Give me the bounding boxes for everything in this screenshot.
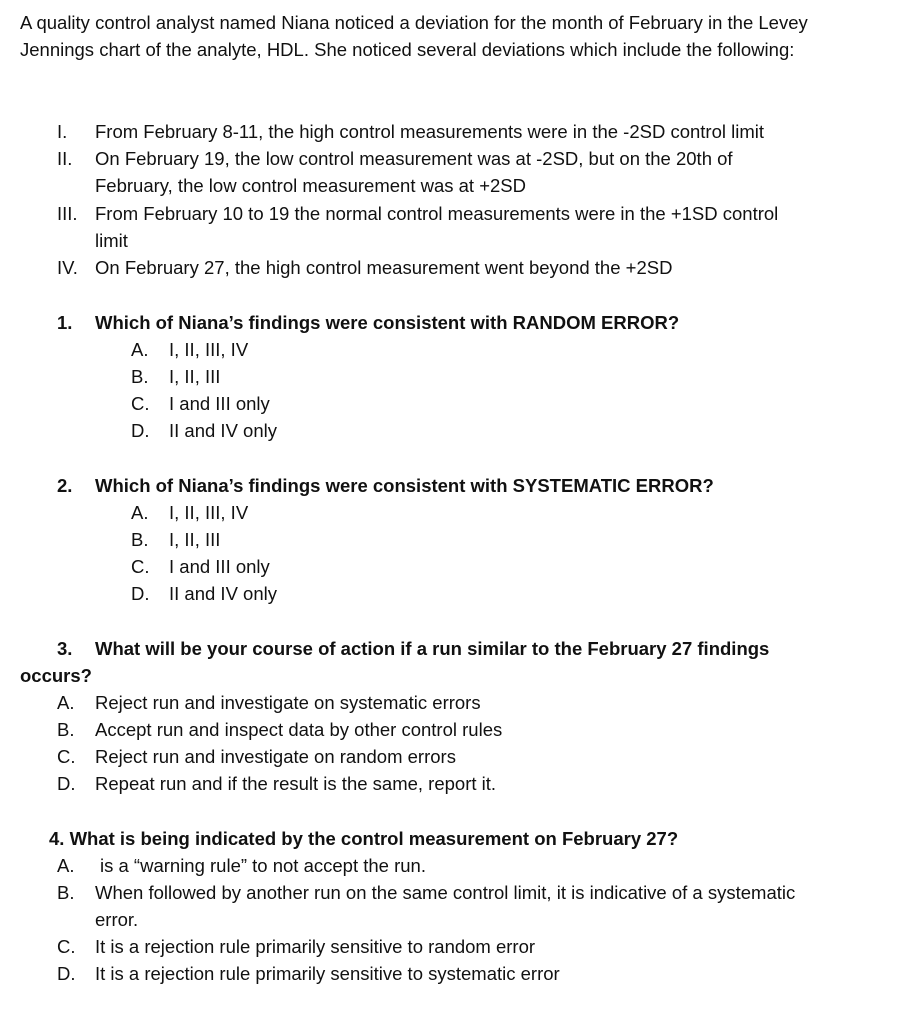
option-letter: C. — [57, 936, 76, 957]
option-text: Reject run and investigate on random errors — [95, 746, 456, 767]
option-text: I and III only — [169, 393, 270, 414]
finding-text-continued: limit — [95, 230, 128, 251]
finding-text: From February 8-11, the high control measurements were in the -2SD control limit — [95, 121, 765, 142]
option-text: When followed by another run on the same control limit, it is indicative of a systematic — [95, 882, 796, 903]
option-letter: A. — [57, 855, 75, 876]
question-text: What will be your course of action if a run similar to the February 27 findings — [95, 638, 770, 659]
question-number: 3. — [57, 638, 73, 659]
option-text: It is a rejection rule primarily sensitive to systematic error — [95, 963, 560, 984]
option-letter: C. — [131, 556, 150, 577]
option-text: Reject run and investigate on systematic errors — [95, 692, 481, 713]
option-letter: D. — [57, 773, 76, 794]
option-letter: A. — [131, 339, 149, 360]
option-text: Accept run and inspect data by other control rules — [95, 719, 503, 740]
question-text: 4. What is being indicated by the control measurement on February 27? — [49, 828, 679, 849]
option-letter: A. — [57, 692, 75, 713]
question-number: 2. — [57, 475, 73, 496]
option-text: I, II, III, IV — [169, 339, 249, 360]
finding-marker: I. — [57, 121, 68, 142]
option-letter: B. — [57, 719, 75, 740]
finding-text: On February 27, the high control measurement went beyond the +2SD — [95, 257, 673, 278]
option-letter: B. — [131, 529, 149, 550]
option-letter: B. — [131, 366, 149, 387]
option-text-continued: error. — [95, 909, 139, 930]
option-letter: C. — [131, 393, 150, 414]
option-text: It is a rejection rule primarily sensitive to random error — [95, 936, 536, 957]
question-text-continued: occurs? — [20, 665, 92, 686]
finding-marker: II. — [57, 148, 73, 169]
finding-text-continued: February, the low control measurement was at +2SD — [95, 175, 527, 196]
finding-marker: IV. — [57, 257, 78, 278]
option-letter: B. — [57, 882, 75, 903]
option-text: II and IV only — [169, 583, 277, 604]
option-letter: C. — [57, 746, 76, 767]
question-text: Which of Niana’s findings were consistent with SYSTEMATIC ERROR? — [95, 475, 714, 496]
option-text: I, II, III — [169, 366, 221, 387]
finding-text: On February 19, the low control measurement was at -2SD, but on the 20th of — [95, 148, 733, 169]
option-letter: D. — [131, 583, 150, 604]
option-text: I, II, III, IV — [169, 502, 249, 523]
question-number: 1. — [57, 312, 73, 333]
option-text: I and III only — [169, 556, 270, 577]
option-letter: D. — [131, 420, 150, 441]
option-text: II and IV only — [169, 420, 277, 441]
option-letter: D. — [57, 963, 76, 984]
option-text: I, II, III — [169, 529, 221, 550]
option-letter: A. — [131, 502, 149, 523]
option-text: Repeat run and if the result is the same, report it. — [95, 773, 497, 794]
intro-paragraph: A quality control analyst named Niana noticed a deviation for the month of February in the Levey Jennings chart of the analyte, HDL. She noticed several deviations which include the following: — [20, 12, 808, 61]
option-text: is a “warning rule” to not accept the run. — [100, 855, 426, 876]
question-text: Which of Niana’s findings were consistent with RANDOM ERROR? — [95, 312, 680, 333]
finding-text: From February 10 to 19 the normal control measurements were in the +1SD control — [95, 203, 779, 224]
finding-marker: III. — [57, 203, 78, 224]
